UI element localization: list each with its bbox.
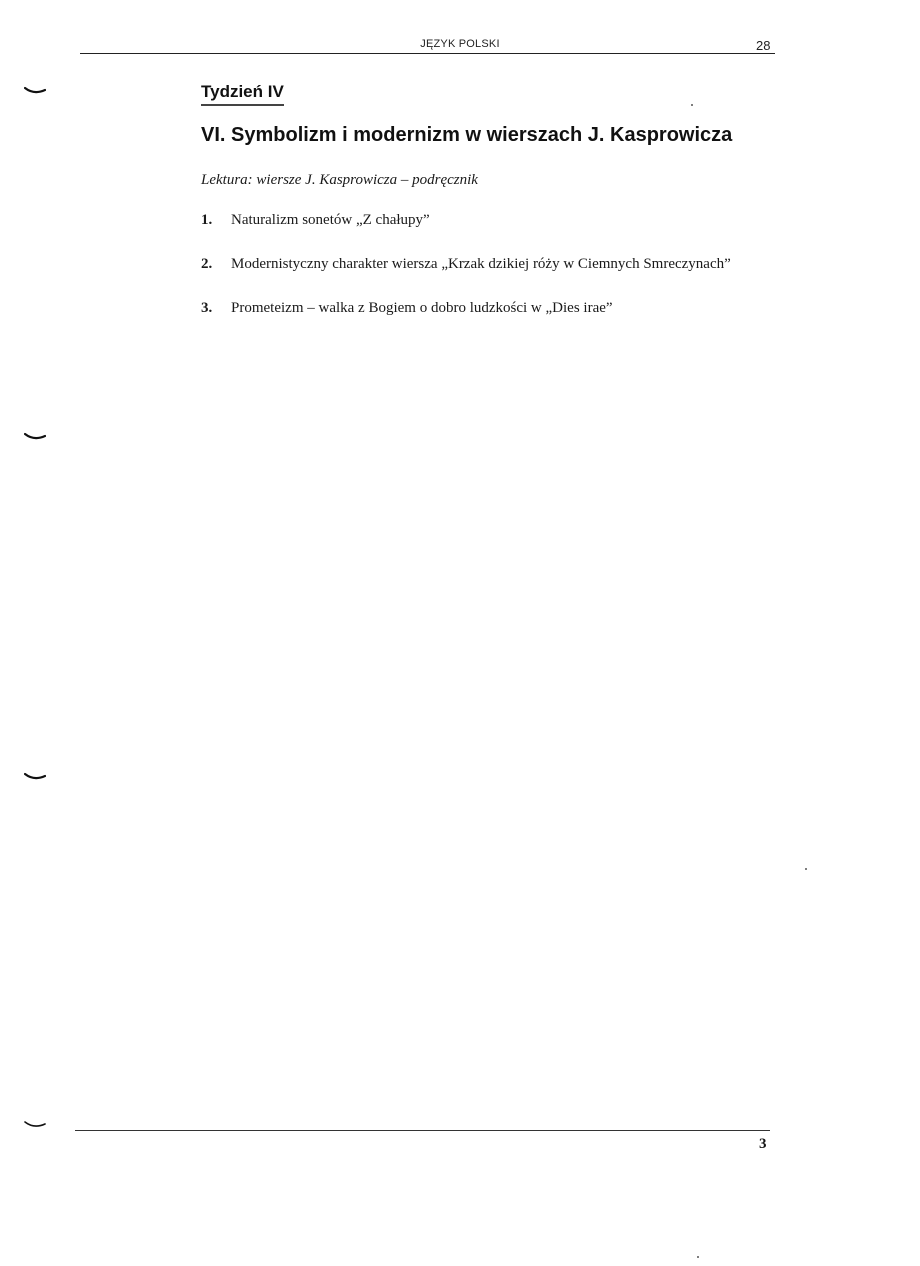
- header-rule: [80, 53, 775, 54]
- week-heading: Tydzień IV: [201, 82, 284, 106]
- reading-note: Lektura: wiersze J. Kasprowicza – podręcznik: [201, 172, 478, 188]
- running-header-title: JĘZYK POLSKI: [420, 38, 500, 50]
- binder-hole-mark-icon: [24, 86, 46, 96]
- list-item: [201, 300, 731, 344]
- scan-speck: [805, 868, 807, 870]
- topic-number: 2.: [201, 256, 213, 272]
- running-header-page-number: 28: [756, 38, 771, 53]
- topic-text: Naturalizm sonetów „Z chałupy”: [231, 212, 430, 228]
- topic-list: [201, 212, 731, 344]
- scan-speck: [691, 104, 693, 106]
- binder-hole-mark-icon: [24, 432, 46, 442]
- binder-hole-mark-icon: [24, 1120, 46, 1130]
- section-title: VI. Symbolizm i modernizm w wierszach J. Kasprowicza: [201, 124, 733, 146]
- topic-number: 3.: [201, 300, 213, 316]
- scan-speck: [697, 1256, 699, 1258]
- footer-rule: [75, 1130, 770, 1131]
- topic-number: 1.: [201, 212, 213, 228]
- list-item: [201, 256, 731, 300]
- footer-page-number: 3: [759, 1136, 767, 1152]
- topic-text: Prometeizm – walka z Bogiem o dobro ludzkości w „Dies irae”: [231, 300, 613, 316]
- binder-hole-mark-icon: [24, 772, 46, 782]
- topic-text: Modernistyczny charakter wiersza „Krzak dzikiej róży w Ciemnych Smreczynach”: [231, 256, 731, 272]
- list-item: [201, 212, 731, 256]
